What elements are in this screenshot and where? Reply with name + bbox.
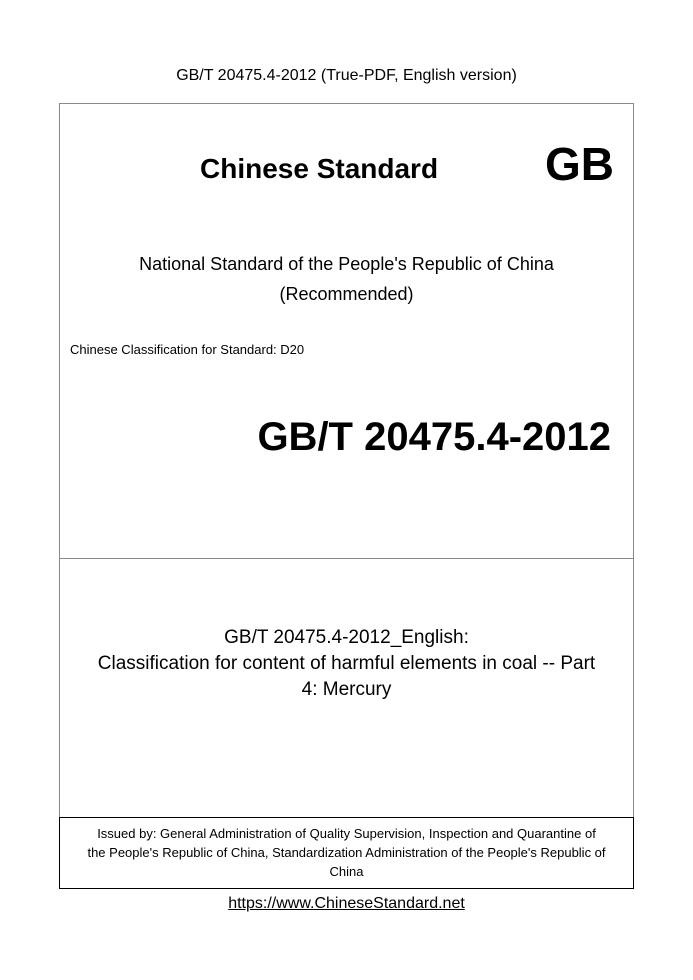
english-title — [59, 625, 634, 703]
standard-number: GB/T 20475.4-2012 — [257, 415, 611, 459]
issued-line-1: Issued by: General Administration of Quality Supervision, Inspection and Quarantine of — [97, 826, 596, 841]
recommended-line: (Recommended) — [279, 284, 414, 304]
issued-by-box — [59, 817, 634, 889]
issued-line-3: China — [329, 864, 364, 879]
issued-line-2: the People's Republic of China, Standardization Administration of the People's Republic of — [87, 845, 606, 860]
title-line-3: 4: Mercury — [301, 679, 392, 700]
footer — [0, 894, 693, 914]
title-line-2: Classification for content of harmful elements in coal -- Part — [97, 653, 596, 674]
title-line-1: GB/T 20475.4-2012_English: — [224, 627, 469, 648]
cover-divider — [59, 558, 634, 559]
running-header: GB/T 20475.4-2012 (True-PDF, English version) — [176, 67, 517, 84]
classification-line: Chinese Classification for Standard: D20 — [70, 342, 305, 357]
gb-mark: GB — [545, 138, 614, 190]
cover-frame — [59, 103, 634, 889]
website-link[interactable]: https://www.ChineseStandard.net — [228, 895, 465, 912]
national-standard-line: National Standard of the People's Republic of China — [139, 254, 554, 274]
chinese-standard-heading: Chinese Standard — [200, 153, 439, 184]
